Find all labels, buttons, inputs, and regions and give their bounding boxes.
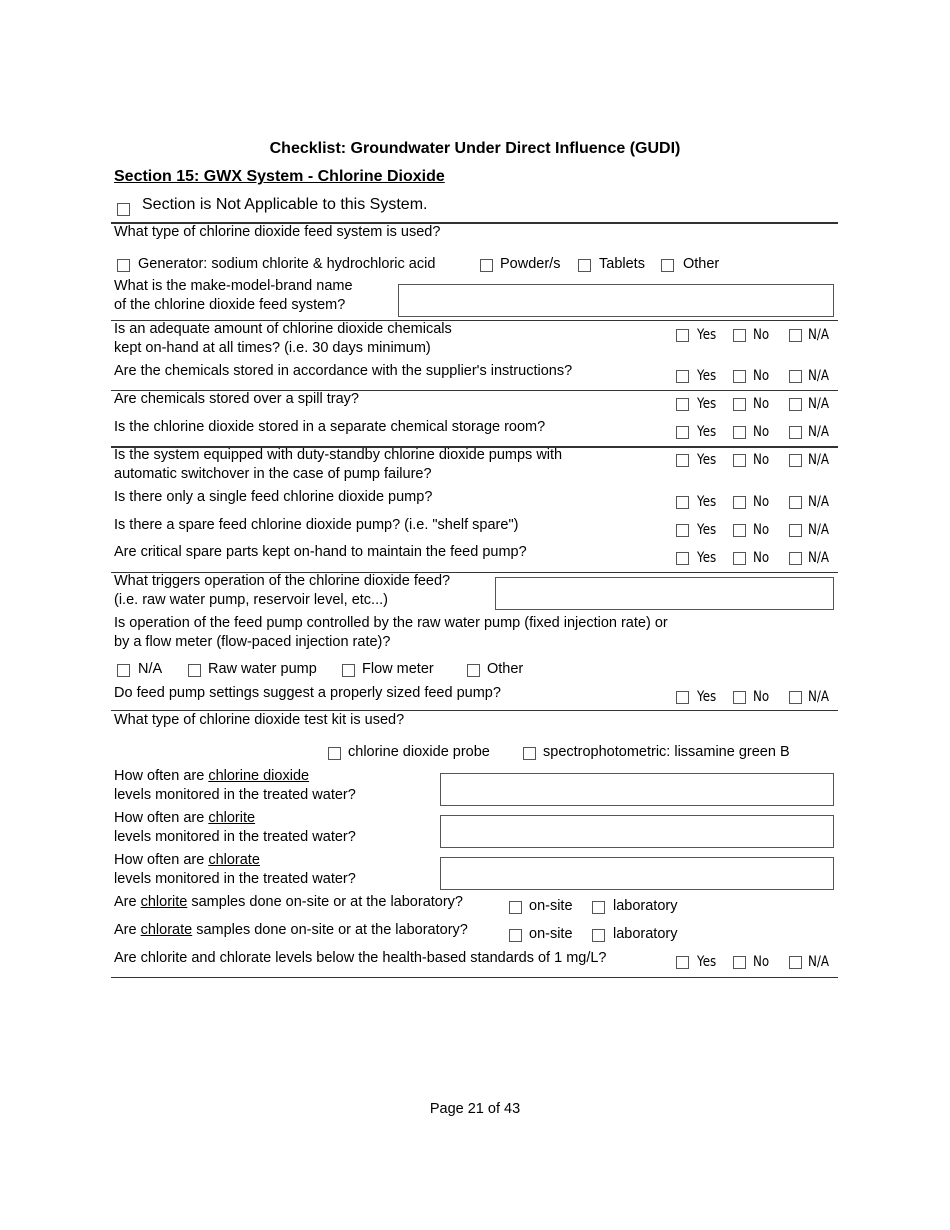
q-adequate-amount: Is an adequate amount of chlorine dioxide chemicals — [114, 321, 452, 337]
probe-checkbox[interactable] — [328, 747, 341, 760]
no-label: No — [753, 954, 770, 970]
powder-checkbox[interactable] — [480, 259, 493, 272]
yes-no-na-group — [676, 326, 841, 345]
yes-label: Yes — [697, 424, 717, 440]
na-label: N/A — [808, 522, 830, 538]
probe-label: chlorine dioxide probe — [348, 744, 490, 760]
na-checkbox[interactable] — [789, 496, 802, 509]
na-checkbox[interactable] — [789, 426, 802, 439]
section-heading: Section 15: GWX System - Chlorine Dioxide — [114, 168, 445, 185]
q-health-standards: Are chlorite and chlorate levels below the health-based standards of 1 mg/L? — [114, 950, 607, 966]
no-label: No — [753, 396, 770, 412]
divider — [111, 977, 838, 978]
no-checkbox[interactable] — [733, 552, 746, 565]
no-checkbox[interactable] — [733, 496, 746, 509]
flow-meter-label: Flow meter — [362, 661, 434, 677]
no-checkbox[interactable] — [733, 524, 746, 537]
tablets-checkbox[interactable] — [578, 259, 591, 272]
q-test-kit: What type of chlorine dioxide test kit is used? — [114, 712, 405, 728]
q-chlorite-frequency-2: levels monitored in the treated water? — [114, 829, 356, 845]
q-duty-standby-2: automatic switchover in the case of pump failure? — [114, 466, 432, 482]
no-label: No — [753, 522, 770, 538]
dioxide-frequency-input[interactable] — [440, 773, 834, 806]
yes-no-na-group — [676, 493, 841, 512]
q-chlorate-location: Are chlorate samples done on-site or at the laboratory? — [114, 922, 468, 938]
no-checkbox[interactable] — [733, 691, 746, 704]
na-label: N/A — [808, 550, 830, 566]
yes-checkbox[interactable] — [676, 496, 689, 509]
page-title: Checklist: Groundwater Under Direct Influence (GUDI) — [269, 140, 681, 157]
page-number: Page 21 of 43 — [429, 1101, 521, 1117]
spectrophotometric-checkbox[interactable] — [523, 747, 536, 760]
na-checkbox[interactable] — [789, 370, 802, 383]
generator-checkbox[interactable] — [117, 259, 130, 272]
triggers-input[interactable] — [495, 577, 834, 610]
yes-no-na-group — [676, 549, 841, 568]
q-adequate-amount-2: kept on-hand at all times? (i.e. 30 days minimum) — [114, 340, 431, 356]
q-pump-control-2: by a flow meter (flow-paced injection rate)? — [114, 634, 391, 650]
not-applicable-checkbox[interactable] — [117, 203, 130, 216]
generator-label: Generator: sodium chlorite & hydrochloric acid — [138, 256, 436, 272]
no-label: No — [753, 550, 770, 566]
no-checkbox[interactable] — [733, 426, 746, 439]
powder-label: Powder/s — [500, 256, 561, 272]
yes-checkbox[interactable] — [676, 454, 689, 467]
chlorate-lab-checkbox[interactable] — [592, 929, 605, 942]
na-checkbox[interactable] — [789, 524, 802, 537]
yes-checkbox[interactable] — [676, 524, 689, 537]
make-model-input[interactable] — [398, 284, 834, 317]
chlorite-frequency-input[interactable] — [440, 815, 834, 848]
no-label: No — [753, 368, 770, 384]
q-spare-parts: Are critical spare parts kept on-hand to maintain the feed pump? — [114, 544, 527, 560]
yes-label: Yes — [697, 494, 717, 510]
yes-no-na-group — [676, 451, 841, 470]
other-feed-checkbox[interactable] — [661, 259, 674, 272]
q-duty-standby: Is the system equipped with duty-standby chlorine dioxide pumps with — [114, 447, 563, 463]
na-label: N/A — [808, 424, 830, 440]
no-checkbox[interactable] — [733, 329, 746, 342]
other-feed-label: Other — [683, 256, 720, 272]
yes-label: Yes — [697, 550, 717, 566]
na-label: N/A — [808, 689, 830, 705]
yes-no-na-group — [676, 688, 841, 707]
control-other-label: Other — [487, 661, 524, 677]
yes-label: Yes — [697, 452, 717, 468]
yes-no-na-group — [676, 395, 841, 414]
not-applicable-label: Section is Not Applicable to this System. — [142, 196, 428, 213]
no-label: No — [753, 689, 770, 705]
q-chlorite-frequency: How often are chlorite — [114, 810, 256, 826]
control-na-label: N/A — [138, 661, 163, 677]
raw-water-pump-label: Raw water pump — [208, 661, 317, 677]
q-make-model-2: of the chlorine dioxide feed system? — [114, 297, 346, 313]
no-checkbox[interactable] — [733, 398, 746, 411]
yes-checkbox[interactable] — [676, 691, 689, 704]
q-pump-sizing: Do feed pump settings suggest a properly sized feed pump? — [114, 685, 501, 701]
na-checkbox[interactable] — [789, 691, 802, 704]
yes-no-na-group — [676, 423, 841, 442]
yes-no-na-group — [676, 953, 841, 972]
yes-checkbox[interactable] — [676, 329, 689, 342]
yes-label: Yes — [697, 689, 717, 705]
q-triggers: What triggers operation of the chlorine dioxide feed? — [114, 573, 451, 589]
no-label: No — [753, 452, 770, 468]
yes-no-na-group — [676, 521, 841, 540]
chlorite-lab-checkbox[interactable] — [592, 901, 605, 914]
na-label: N/A — [808, 368, 830, 384]
na-checkbox[interactable] — [789, 956, 802, 969]
chlorate-onsite-label: on-site — [529, 926, 573, 942]
chlorite-onsite-label: on-site — [529, 898, 573, 914]
raw-water-pump-checkbox[interactable] — [188, 664, 201, 677]
q-chlorite-location: Are chlorite samples done on-site or at the laboratory? — [114, 894, 463, 910]
no-checkbox[interactable] — [733, 454, 746, 467]
q-feed-type: What type of chlorine dioxide feed system is used? — [114, 224, 441, 240]
q-spill-tray: Are chemicals stored over a spill tray? — [114, 391, 359, 407]
q-single-pump: Is there only a single feed chlorine dioxide pump? — [114, 489, 433, 505]
chlorate-frequency-input[interactable] — [440, 857, 834, 890]
q-spare-pump: Is there a spare feed chlorine dioxide pump? (i.e. "shelf spare") — [114, 517, 519, 533]
yes-label: Yes — [697, 368, 717, 384]
q-pump-control: Is operation of the feed pump controlled by the raw water pump (fixed injection rate) or — [114, 615, 668, 631]
na-checkbox[interactable] — [789, 454, 802, 467]
tablets-label: Tablets — [599, 256, 645, 272]
flow-meter-checkbox[interactable] — [342, 664, 355, 677]
yes-checkbox[interactable] — [676, 956, 689, 969]
q-separate-room: Is the chlorine dioxide stored in a separate chemical storage room? — [114, 419, 546, 435]
na-checkbox[interactable] — [789, 552, 802, 565]
chlorate-onsite-checkbox[interactable] — [509, 929, 522, 942]
chlorate-lab-label: laboratory — [613, 926, 678, 942]
no-label: No — [753, 424, 770, 440]
na-checkbox[interactable] — [789, 329, 802, 342]
yes-label: Yes — [697, 954, 717, 970]
q-chlorate-frequency: How often are chlorate — [114, 852, 260, 868]
yes-label: Yes — [697, 396, 717, 412]
yes-checkbox[interactable] — [676, 398, 689, 411]
na-label: N/A — [808, 327, 830, 343]
q-supplier-instructions: Are the chemicals stored in accordance with the supplier's instructions? — [114, 363, 573, 379]
na-label: N/A — [808, 452, 830, 468]
no-checkbox[interactable] — [733, 370, 746, 383]
yes-checkbox[interactable] — [676, 426, 689, 439]
q-triggers-2: (i.e. raw water pump, reservoir level, etc...) — [114, 592, 388, 608]
q-dioxide-frequency: How often are chlorine dioxide — [114, 768, 310, 784]
yes-label: Yes — [697, 522, 717, 538]
no-label: No — [753, 494, 770, 510]
control-other-checkbox[interactable] — [467, 664, 480, 677]
na-checkbox[interactable] — [789, 398, 802, 411]
yes-checkbox[interactable] — [676, 552, 689, 565]
no-checkbox[interactable] — [733, 956, 746, 969]
yes-label: Yes — [697, 327, 717, 343]
control-na-checkbox[interactable] — [117, 664, 130, 677]
na-label: N/A — [808, 494, 830, 510]
spectrophotometric-label: spectrophotometric: lissamine green B — [543, 744, 790, 760]
chlorite-lab-label: laboratory — [613, 898, 678, 914]
chlorite-onsite-checkbox[interactable] — [509, 901, 522, 914]
yes-checkbox[interactable] — [676, 370, 689, 383]
na-label: N/A — [808, 954, 830, 970]
q-make-model: What is the make-model-brand name — [114, 278, 353, 294]
q-chlorate-frequency-2: levels monitored in the treated water? — [114, 871, 356, 887]
na-label: N/A — [808, 396, 830, 412]
no-label: No — [753, 327, 770, 343]
q-dioxide-frequency-2: levels monitored in the treated water? — [114, 787, 356, 803]
yes-no-na-group — [676, 367, 841, 386]
